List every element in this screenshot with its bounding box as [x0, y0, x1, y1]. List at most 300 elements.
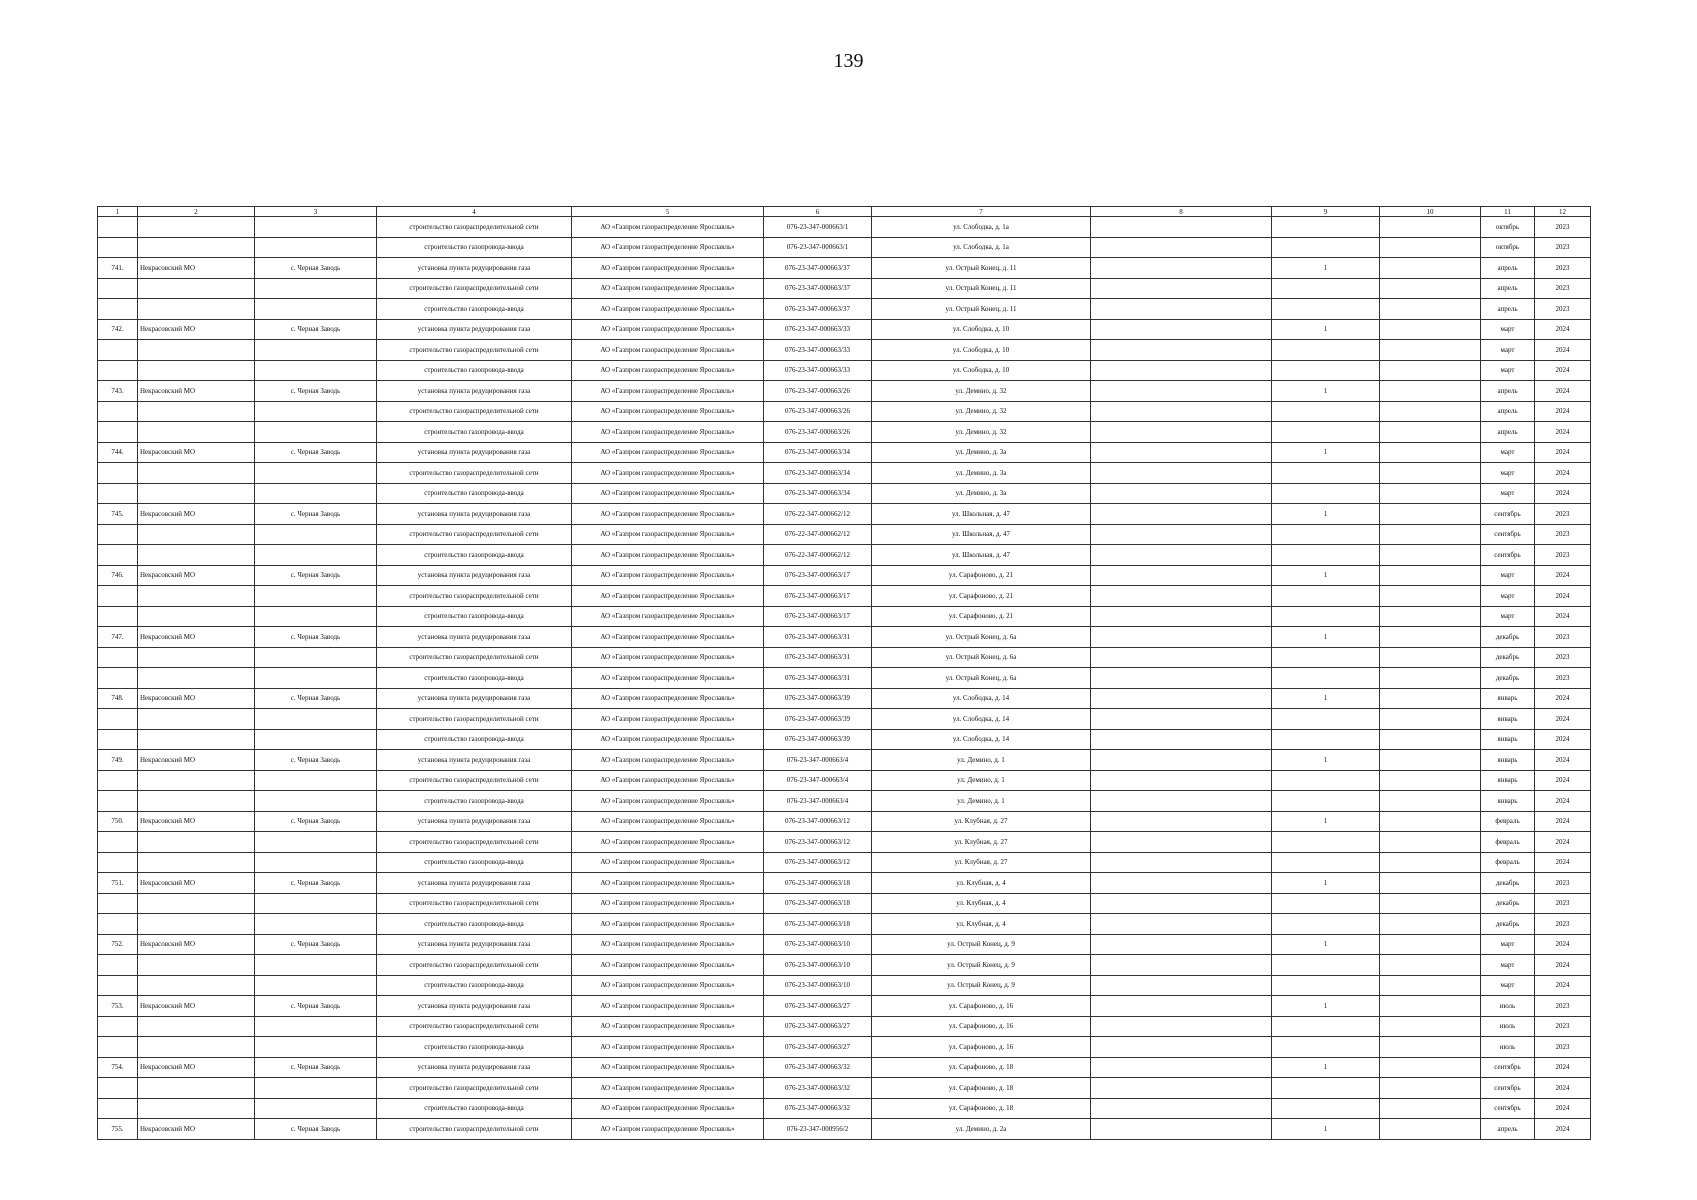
column-header: 2: [138, 207, 255, 217]
column-10-cell: [1380, 832, 1481, 853]
column-9-cell: [1272, 237, 1380, 258]
locality-cell: [255, 832, 377, 853]
address-cell: ул. Клубная, д. 4: [872, 893, 1091, 914]
column-8-cell: [1091, 442, 1272, 463]
locality-cell: с. Черная Заводь: [255, 750, 377, 771]
month-cell: июль: [1481, 1016, 1535, 1037]
row-number-cell: [98, 299, 138, 320]
application-number-cell: 076-23-347-000663/4: [764, 750, 872, 771]
address-cell: ул. Острый Конец, д. 6а: [872, 627, 1091, 648]
table-row: [98, 360, 1591, 381]
address-cell: ул. Школьная, д. 47: [872, 524, 1091, 545]
locality-cell: [255, 401, 377, 422]
month-cell: сентябрь: [1481, 504, 1535, 525]
municipality-cell: [138, 914, 255, 935]
column-9-cell: 1: [1272, 381, 1380, 402]
address-cell: ул. Острый Конец, д. 6а: [872, 647, 1091, 668]
column-8-cell: [1091, 524, 1272, 545]
organization-cell: АО «Газпром газораспределение Ярославль»: [572, 545, 764, 566]
column-8-cell: [1091, 299, 1272, 320]
page-number: 139: [833, 50, 864, 72]
month-cell: март: [1481, 442, 1535, 463]
work-type-cell: установка пункта редуцирования газа: [377, 504, 572, 525]
work-type-cell: установка пункта редуцирования газа: [377, 258, 572, 279]
year-cell: 2024: [1535, 975, 1591, 996]
work-type-cell: строительство газопровода-ввода: [377, 914, 572, 935]
locality-cell: [255, 1016, 377, 1037]
application-number-cell: 076-23-347-000663/33: [764, 340, 872, 361]
municipality-cell: [138, 955, 255, 976]
locality-cell: с. Черная Заводь: [255, 504, 377, 525]
work-type-cell: строительство газораспределительной сети: [377, 1078, 572, 1099]
municipality-cell: [138, 217, 255, 238]
address-cell: ул. Демино, д. 2а: [872, 1119, 1091, 1140]
year-cell: 2024: [1535, 811, 1591, 832]
municipality-cell: Некрасовский МО: [138, 934, 255, 955]
column-8-cell: [1091, 627, 1272, 648]
work-type-cell: установка пункта редуцирования газа: [377, 319, 572, 340]
column-header: 12: [1535, 207, 1591, 217]
column-8-cell: [1091, 586, 1272, 607]
month-cell: апрель: [1481, 401, 1535, 422]
table-row: [98, 483, 1591, 504]
application-number-cell: 076-23-347-000663/10: [764, 975, 872, 996]
column-9-cell: [1272, 545, 1380, 566]
application-number-cell: 076-22-347-000662/12: [764, 524, 872, 545]
column-10-cell: [1380, 565, 1481, 586]
month-cell: сентябрь: [1481, 524, 1535, 545]
application-number-cell: 076-23-347-000663/27: [764, 1037, 872, 1058]
locality-cell: [255, 955, 377, 976]
organization-cell: АО «Газпром газораспределение Ярославль»: [572, 1057, 764, 1078]
column-10-cell: [1380, 770, 1481, 791]
application-number-cell: 076-23-347-000663/4: [764, 791, 872, 812]
year-cell: 2023: [1535, 258, 1591, 279]
address-cell: ул. Клубная, д. 4: [872, 914, 1091, 935]
municipality-cell: Некрасовский МО: [138, 1119, 255, 1140]
register-table-wrapper: [97, 206, 1590, 1140]
month-cell: октябрь: [1481, 237, 1535, 258]
table-row: [98, 217, 1591, 238]
locality-cell: [255, 463, 377, 484]
application-number-cell: 076-22-347-000662/12: [764, 504, 872, 525]
organization-cell: АО «Газпром газораспределение Ярославль»: [572, 401, 764, 422]
column-9-cell: [1272, 217, 1380, 238]
address-cell: ул. Демино, д. 32: [872, 422, 1091, 443]
row-number-cell: 746.: [98, 565, 138, 586]
column-10-cell: [1380, 483, 1481, 504]
row-number-cell: 747.: [98, 627, 138, 648]
municipality-cell: [138, 647, 255, 668]
locality-cell: [255, 709, 377, 730]
column-10-cell: [1380, 1078, 1481, 1099]
row-number-cell: 753.: [98, 996, 138, 1017]
table-row: [98, 237, 1591, 258]
organization-cell: АО «Газпром газораспределение Ярославль»: [572, 1037, 764, 1058]
month-cell: июль: [1481, 1037, 1535, 1058]
year-cell: 2023: [1535, 1016, 1591, 1037]
table-row: [98, 340, 1591, 361]
column-8-cell: [1091, 504, 1272, 525]
column-8-cell: [1091, 934, 1272, 955]
row-number-cell: [98, 668, 138, 689]
address-cell: ул. Демино, д. 1: [872, 791, 1091, 812]
organization-cell: АО «Газпром газораспределение Ярославль»: [572, 893, 764, 914]
locality-cell: [255, 237, 377, 258]
month-cell: февраль: [1481, 811, 1535, 832]
year-cell: 2024: [1535, 1119, 1591, 1140]
municipality-cell: [138, 299, 255, 320]
column-8-cell: [1091, 647, 1272, 668]
column-8-cell: [1091, 729, 1272, 750]
table-row: [98, 1016, 1591, 1037]
column-9-cell: [1272, 893, 1380, 914]
work-type-cell: установка пункта редуцирования газа: [377, 996, 572, 1017]
address-cell: ул. Демино, д. 1: [872, 770, 1091, 791]
work-type-cell: строительство газораспределительной сети: [377, 709, 572, 730]
column-8-cell: [1091, 791, 1272, 812]
table-row: [98, 401, 1591, 422]
work-type-cell: установка пункта редуцирования газа: [377, 811, 572, 832]
work-type-cell: строительство газораспределительной сети: [377, 278, 572, 299]
application-number-cell: 076-23-347-000663/34: [764, 442, 872, 463]
address-cell: ул. Демино, д. 3а: [872, 442, 1091, 463]
organization-cell: АО «Газпром газораспределение Ярославль»: [572, 955, 764, 976]
municipality-cell: [138, 483, 255, 504]
column-10-cell: [1380, 422, 1481, 443]
row-number-cell: [98, 709, 138, 730]
column-8-cell: [1091, 258, 1272, 279]
municipality-cell: [138, 237, 255, 258]
application-number-cell: 076-23-347-000663/37: [764, 258, 872, 279]
organization-cell: АО «Газпром газораспределение Ярославль»: [572, 340, 764, 361]
address-cell: ул. Клубная, д. 4: [872, 873, 1091, 894]
application-number-cell: 076-23-347-000663/39: [764, 729, 872, 750]
work-type-cell: установка пункта редуцирования газа: [377, 688, 572, 709]
address-cell: ул. Слободка, д. 14: [872, 729, 1091, 750]
work-type-cell: установка пункта редуцирования газа: [377, 381, 572, 402]
municipality-cell: Некрасовский МО: [138, 688, 255, 709]
column-10-cell: [1380, 934, 1481, 955]
row-number-cell: [98, 340, 138, 361]
year-cell: 2023: [1535, 299, 1591, 320]
column-9-cell: 1: [1272, 1057, 1380, 1078]
column-10-cell: [1380, 258, 1481, 279]
column-8-cell: [1091, 770, 1272, 791]
application-number-cell: 076-23-347-000663/27: [764, 1016, 872, 1037]
year-cell: 2024: [1535, 340, 1591, 361]
organization-cell: АО «Газпром газораспределение Ярославль»: [572, 381, 764, 402]
application-number-cell: 076-23-347-000663/31: [764, 627, 872, 648]
year-cell: 2024: [1535, 852, 1591, 873]
column-10-cell: [1380, 545, 1481, 566]
municipality-cell: [138, 463, 255, 484]
locality-cell: с. Черная Заводь: [255, 996, 377, 1017]
organization-cell: АО «Газпром газораспределение Ярославль»: [572, 278, 764, 299]
work-type-cell: строительство газораспределительной сети: [377, 893, 572, 914]
municipality-cell: [138, 606, 255, 627]
organization-cell: АО «Газпром газораспределение Ярославль»: [572, 811, 764, 832]
row-number-cell: 751.: [98, 873, 138, 894]
column-8-cell: [1091, 688, 1272, 709]
row-number-cell: [98, 545, 138, 566]
application-number-cell: 076-23-347-000663/27: [764, 996, 872, 1017]
column-9-cell: 1: [1272, 996, 1380, 1017]
column-10-cell: [1380, 1057, 1481, 1078]
column-10-cell: [1380, 1119, 1481, 1140]
municipality-cell: Некрасовский МО: [138, 319, 255, 340]
column-10-cell: [1380, 852, 1481, 873]
month-cell: декабрь: [1481, 873, 1535, 894]
address-cell: ул. Клубная, д. 27: [872, 811, 1091, 832]
municipality-cell: [138, 340, 255, 361]
month-cell: сентябрь: [1481, 545, 1535, 566]
municipality-cell: [138, 893, 255, 914]
column-9-cell: [1272, 832, 1380, 853]
municipality-cell: [138, 852, 255, 873]
year-cell: 2024: [1535, 401, 1591, 422]
organization-cell: АО «Газпром газораспределение Ярославль»: [572, 975, 764, 996]
column-header: 6: [764, 207, 872, 217]
column-10-cell: [1380, 381, 1481, 402]
table-row: [98, 524, 1591, 545]
work-type-cell: строительство газопровода-ввода: [377, 729, 572, 750]
column-10-cell: [1380, 237, 1481, 258]
address-cell: ул. Слободка, д. 10: [872, 340, 1091, 361]
application-number-cell: 076-23-347-000663/17: [764, 565, 872, 586]
column-10-cell: [1380, 893, 1481, 914]
locality-cell: [255, 483, 377, 504]
address-cell: ул. Демино, д. 32: [872, 381, 1091, 402]
locality-cell: [255, 1078, 377, 1099]
table-row: [98, 996, 1591, 1017]
locality-cell: [255, 893, 377, 914]
column-10-cell: [1380, 914, 1481, 935]
table-row: [98, 1098, 1591, 1119]
month-cell: январь: [1481, 709, 1535, 730]
row-number-cell: [98, 1016, 138, 1037]
table-row: [98, 442, 1591, 463]
locality-cell: с. Черная Заводь: [255, 381, 377, 402]
column-10-cell: [1380, 975, 1481, 996]
column-9-cell: [1272, 586, 1380, 607]
column-8-cell: [1091, 565, 1272, 586]
column-10-cell: [1380, 688, 1481, 709]
address-cell: ул. Острый Конец, д. 11: [872, 299, 1091, 320]
locality-cell: с. Черная Заводь: [255, 319, 377, 340]
column-10-cell: [1380, 729, 1481, 750]
column-9-cell: 1: [1272, 1119, 1380, 1140]
year-cell: 2023: [1535, 237, 1591, 258]
month-cell: январь: [1481, 750, 1535, 771]
organization-cell: АО «Газпром газораспределение Ярославль»: [572, 606, 764, 627]
month-cell: март: [1481, 586, 1535, 607]
locality-cell: [255, 422, 377, 443]
year-cell: 2024: [1535, 1057, 1591, 1078]
column-9-cell: [1272, 340, 1380, 361]
locality-cell: с. Черная Заводь: [255, 1057, 377, 1078]
table-row: [98, 319, 1591, 340]
work-type-cell: установка пункта редуцирования газа: [377, 565, 572, 586]
address-cell: ул. Демино, д. 3а: [872, 463, 1091, 484]
work-type-cell: строительство газопровода-ввода: [377, 975, 572, 996]
organization-cell: АО «Газпром газораспределение Ярославль»: [572, 750, 764, 771]
work-type-cell: строительство газопровода-ввода: [377, 1037, 572, 1058]
row-number-cell: [98, 955, 138, 976]
month-cell: март: [1481, 319, 1535, 340]
column-9-cell: 1: [1272, 811, 1380, 832]
table-row: [98, 565, 1591, 586]
locality-cell: [255, 586, 377, 607]
year-cell: 2024: [1535, 934, 1591, 955]
locality-cell: [255, 278, 377, 299]
application-number-cell: 076-23-347-000663/34: [764, 463, 872, 484]
address-cell: ул. Сарафоново, д. 18: [872, 1057, 1091, 1078]
column-8-cell: [1091, 893, 1272, 914]
column-9-cell: [1272, 975, 1380, 996]
municipality-cell: Некрасовский МО: [138, 1057, 255, 1078]
organization-cell: АО «Газпром газораспределение Ярославль»: [572, 914, 764, 935]
column-8-cell: [1091, 1037, 1272, 1058]
column-8-cell: [1091, 668, 1272, 689]
column-9-cell: [1272, 852, 1380, 873]
locality-cell: с. Черная Заводь: [255, 565, 377, 586]
table-row: [98, 688, 1591, 709]
month-cell: декабрь: [1481, 647, 1535, 668]
locality-cell: [255, 668, 377, 689]
row-number-cell: [98, 893, 138, 914]
table-row: [98, 791, 1591, 812]
municipality-cell: Некрасовский МО: [138, 996, 255, 1017]
municipality-cell: Некрасовский МО: [138, 750, 255, 771]
address-cell: ул. Слободка, д. 14: [872, 688, 1091, 709]
address-cell: ул. Сарафоново, д. 21: [872, 565, 1091, 586]
work-type-cell: строительство газопровода-ввода: [377, 1098, 572, 1119]
column-9-cell: [1272, 709, 1380, 730]
year-cell: 2024: [1535, 770, 1591, 791]
table-row: [98, 258, 1591, 279]
row-number-cell: [98, 647, 138, 668]
month-cell: сентябрь: [1481, 1098, 1535, 1119]
column-9-cell: 1: [1272, 442, 1380, 463]
organization-cell: АО «Газпром газораспределение Ярославль»: [572, 688, 764, 709]
locality-cell: [255, 770, 377, 791]
year-cell: 2024: [1535, 709, 1591, 730]
organization-cell: АО «Газпром газораспределение Ярославль»: [572, 1098, 764, 1119]
month-cell: март: [1481, 483, 1535, 504]
locality-cell: с. Черная Заводь: [255, 873, 377, 894]
table-row: [98, 504, 1591, 525]
organization-cell: АО «Газпром газораспределение Ярославль»: [572, 1016, 764, 1037]
row-number-cell: [98, 463, 138, 484]
work-type-cell: строительство газопровода-ввода: [377, 545, 572, 566]
column-header: 9: [1272, 207, 1380, 217]
municipality-cell: [138, 1078, 255, 1099]
table-row: [98, 893, 1591, 914]
row-number-cell: [98, 278, 138, 299]
column-8-cell: [1091, 832, 1272, 853]
locality-cell: с. Черная Заводь: [255, 811, 377, 832]
table-row: [98, 606, 1591, 627]
work-type-cell: строительство газораспределительной сети: [377, 832, 572, 853]
column-9-cell: [1272, 647, 1380, 668]
year-cell: 2024: [1535, 565, 1591, 586]
column-9-cell: [1272, 606, 1380, 627]
address-cell: ул. Демино, д. 3а: [872, 483, 1091, 504]
row-number-cell: 748.: [98, 688, 138, 709]
year-cell: 2024: [1535, 319, 1591, 340]
work-type-cell: строительство газораспределительной сети: [377, 463, 572, 484]
column-8-cell: [1091, 1057, 1272, 1078]
month-cell: март: [1481, 975, 1535, 996]
address-cell: ул. Школьная, д. 47: [872, 545, 1091, 566]
row-number-cell: [98, 524, 138, 545]
organization-cell: АО «Газпром газораспределение Ярославль»: [572, 299, 764, 320]
column-8-cell: [1091, 811, 1272, 832]
municipality-cell: [138, 1016, 255, 1037]
locality-cell: с. Черная Заводь: [255, 442, 377, 463]
row-number-cell: 741.: [98, 258, 138, 279]
work-type-cell: установка пункта редуцирования газа: [377, 934, 572, 955]
column-9-cell: 1: [1272, 750, 1380, 771]
year-cell: 2024: [1535, 463, 1591, 484]
table-row: [98, 381, 1591, 402]
row-number-cell: [98, 832, 138, 853]
municipality-cell: [138, 401, 255, 422]
organization-cell: АО «Газпром газораспределение Ярославль»: [572, 586, 764, 607]
column-9-cell: [1272, 483, 1380, 504]
column-header: 7: [872, 207, 1091, 217]
column-9-cell: 1: [1272, 873, 1380, 894]
column-header: 3: [255, 207, 377, 217]
organization-cell: АО «Газпром газораспределение Ярославль»: [572, 832, 764, 853]
application-number-cell: 076-23-347-000663/31: [764, 647, 872, 668]
municipality-cell: [138, 668, 255, 689]
address-cell: ул. Острый Конец, д. 6а: [872, 668, 1091, 689]
column-8-cell: [1091, 237, 1272, 258]
year-cell: 2024: [1535, 422, 1591, 443]
municipality-cell: [138, 360, 255, 381]
table-row: [98, 1057, 1591, 1078]
locality-cell: с. Черная Заводь: [255, 258, 377, 279]
year-cell: 2024: [1535, 483, 1591, 504]
work-type-cell: установка пункта редуцирования газа: [377, 627, 572, 648]
column-10-cell: [1380, 811, 1481, 832]
month-cell: январь: [1481, 688, 1535, 709]
locality-cell: с. Черная Заводь: [255, 688, 377, 709]
application-number-cell: 076-23-347-000663/12: [764, 832, 872, 853]
year-cell: 2024: [1535, 360, 1591, 381]
month-cell: январь: [1481, 770, 1535, 791]
column-10-cell: [1380, 668, 1481, 689]
application-number-cell: 076-23-347-000663/10: [764, 934, 872, 955]
application-number-cell: 076-23-347-000663/26: [764, 422, 872, 443]
column-10-cell: [1380, 442, 1481, 463]
application-number-cell: 076-23-347-000663/33: [764, 319, 872, 340]
month-cell: апрель: [1481, 258, 1535, 279]
work-type-cell: строительство газораспределительной сети: [377, 955, 572, 976]
year-cell: 2023: [1535, 524, 1591, 545]
table-row: [98, 750, 1591, 771]
column-9-cell: [1272, 278, 1380, 299]
table-row: [98, 422, 1591, 443]
column-10-cell: [1380, 524, 1481, 545]
work-type-cell: строительство газораспределительной сети: [377, 1119, 572, 1140]
organization-cell: АО «Газпром газораспределение Ярославль»: [572, 237, 764, 258]
column-header: 5: [572, 207, 764, 217]
organization-cell: АО «Газпром газораспределение Ярославль»: [572, 647, 764, 668]
application-number-cell: 076-23-347-000663/37: [764, 299, 872, 320]
